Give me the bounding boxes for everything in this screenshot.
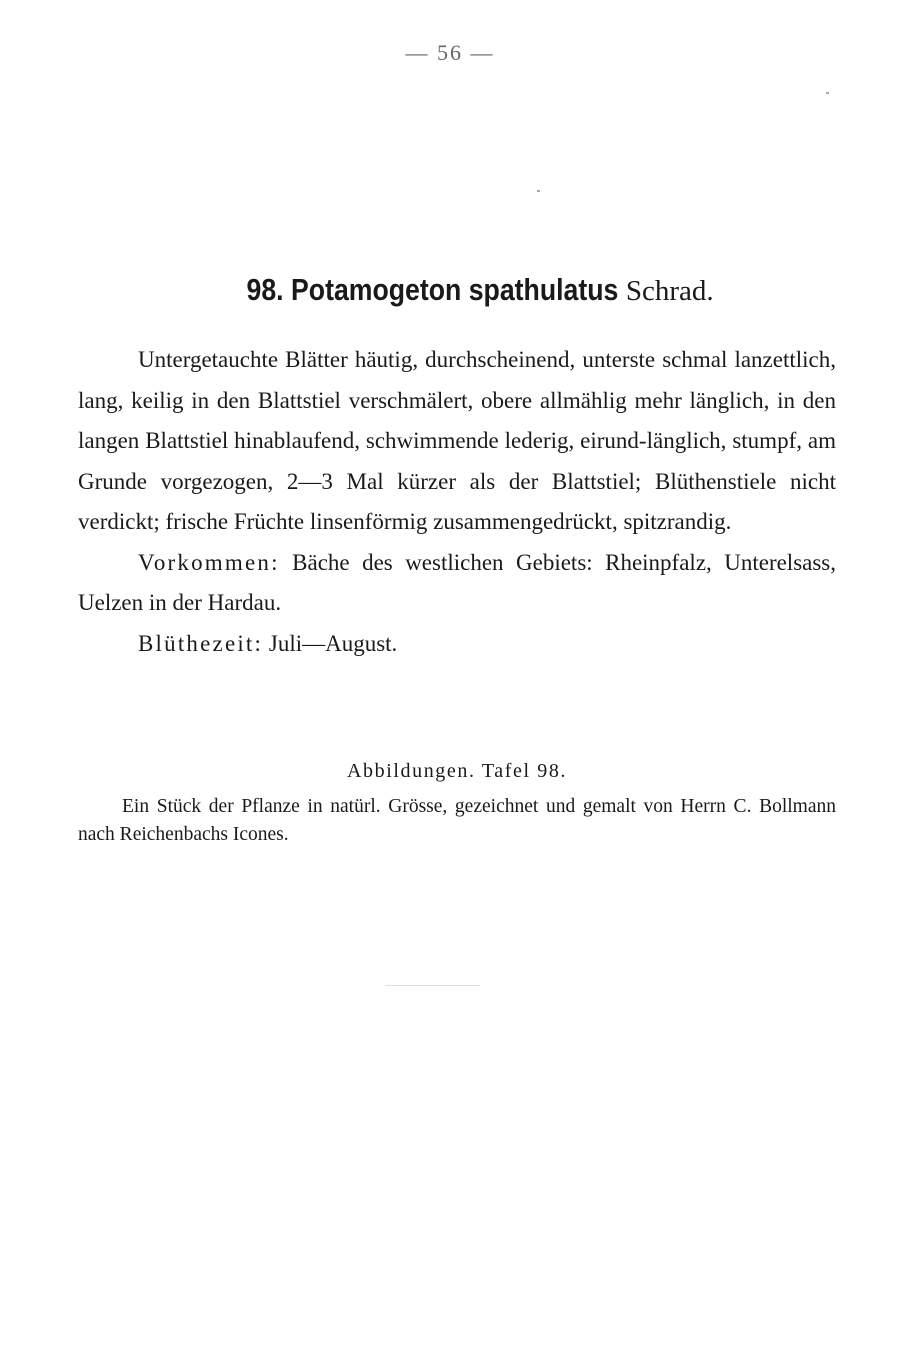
occurrence-text: Bäche des westlichen Gebiets: Rheinpfalz, Unterelsass, Uelzen in der Hardau. [78,549,837,615]
flowering-label: Blüthezeit: [138,630,264,656]
scan-speck [826,92,829,94]
scan-speck [537,190,540,192]
occurrence-label: Vorkommen: [138,549,280,575]
species-author: Schrad. [625,275,714,307]
scan-speck [385,985,480,986]
main-text [78,340,836,664]
species-heading [0,272,900,308]
description-paragraph: Untergetauchte Blätter häutig, durchscheinend, unterste schmal lanzettlich, lang, keilig in den Blattstiel verschmälert, obere allmählig mehr länglich, in den langen Blattstiel hinablaufend, schwimmende lederig, eirund-länglich, stumpf, am Grunde vorgezogen, 2—3 Mal kürzer als der Blattstiel; Blüthenstiele nicht verdickt; frische Früchte linsenförmig zusammengedrückt, spitzrandig. [78,347,836,534]
page-number: — 56 — [405,40,495,65]
figures-text: Ein Stück der Pflanze in natürl. Grösse, gezeichnet und gemalt von Herrn C. Bollmann nach Reichenbachs Icones. [78,796,836,845]
flowering-text: Juli—August. [268,630,398,656]
figures-heading: Abbildungen. Tafel 98. [346,760,568,782]
species-number-and-name: 98. Potamogeton spathulatus [246,272,619,307]
figures-section [78,760,836,849]
occurrence-paragraph [78,543,836,624]
flowering-paragraph [78,624,836,665]
